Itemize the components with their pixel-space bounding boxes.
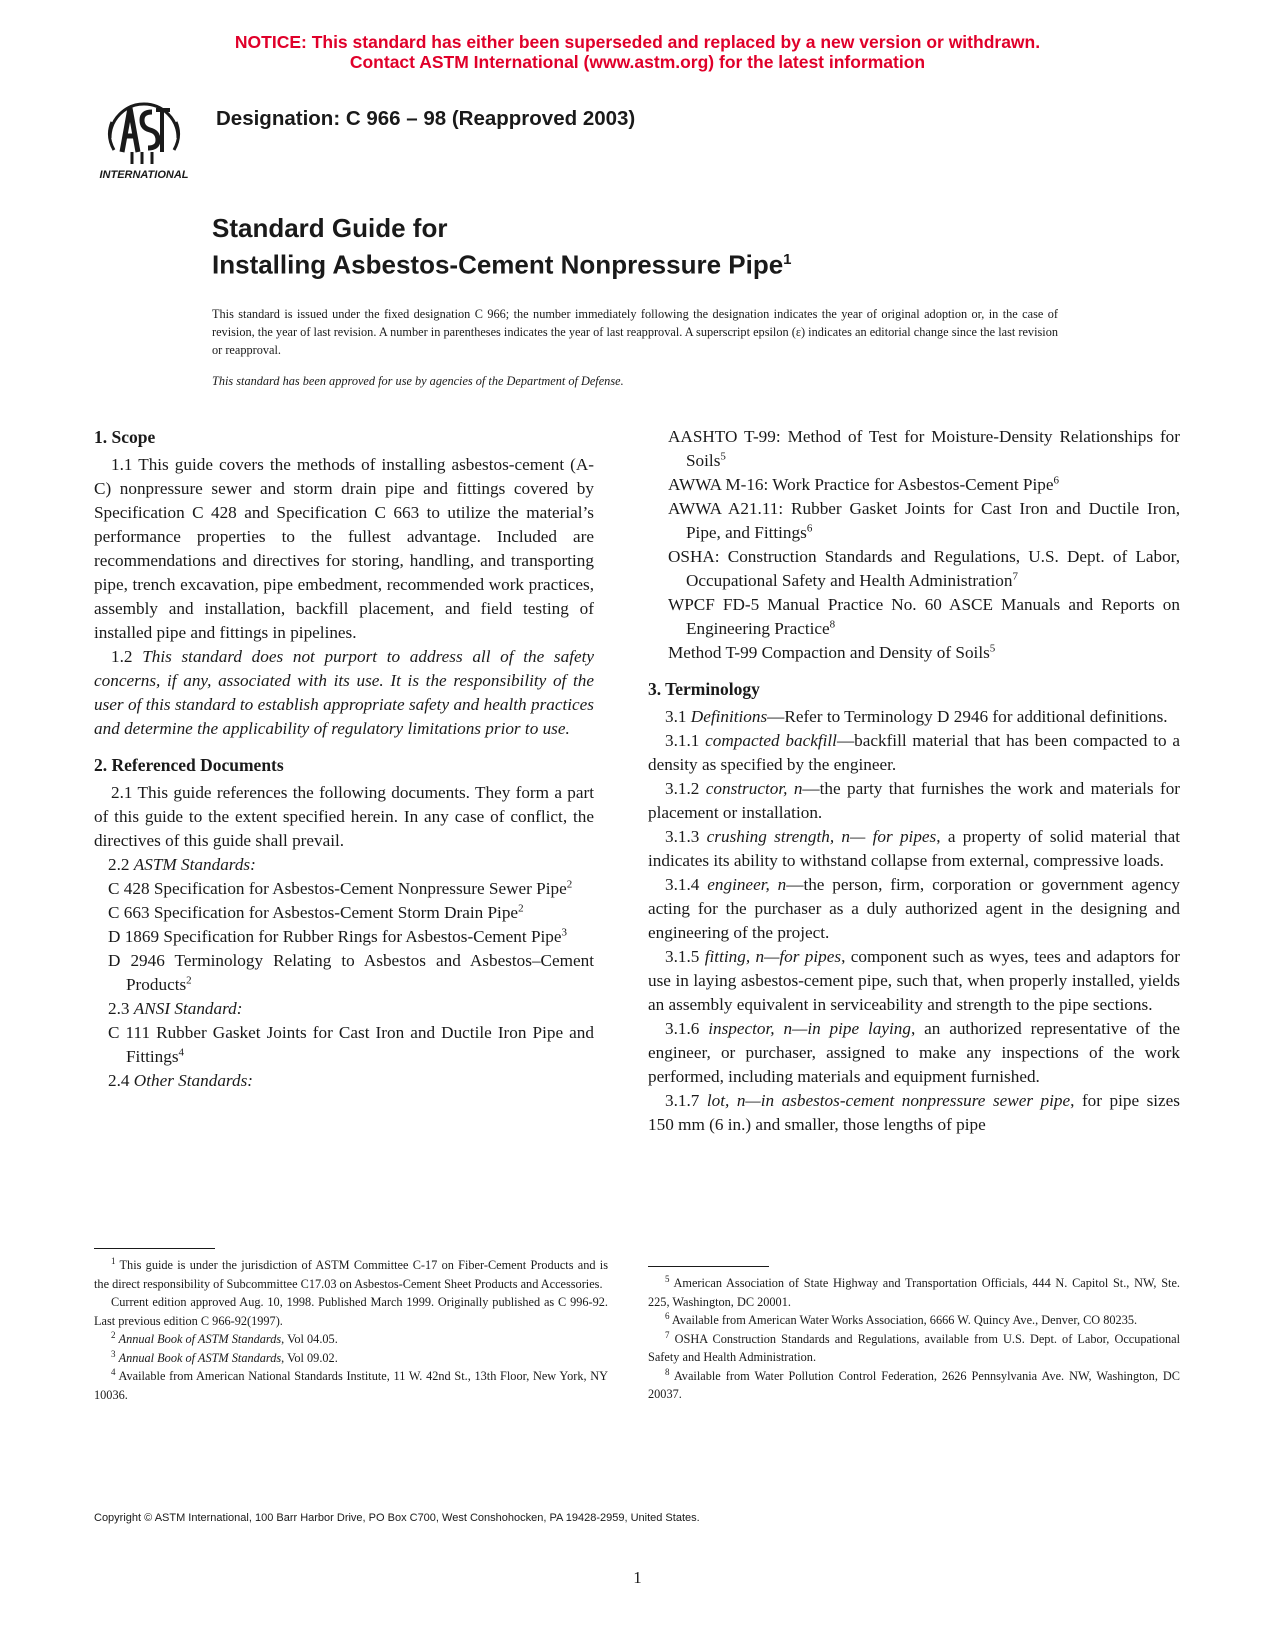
term-3-1-7: 3.1.7 lot, n—in asbestos-cement nonpressure sewer pipe, for pipe sizes 150 mm (6 in.) and smaller, those lengths of pipe (648, 1091, 1180, 1134)
astm-logo-mark (92, 86, 196, 182)
term-3-1: 3.1 Definitions—Refer to Terminology D 2946 for additional definitions. (665, 707, 1168, 726)
dod-approval-note: This standard has been approved for use by agencies of the Department of Defense. (212, 374, 624, 388)
footnote-5: $^5$ American Association of State Highway and Transportation Officials, 444 N. Capitol St., NW, Ste. 225, Washington, DC 20001. (648, 1273, 1180, 1309)
copyright-line: Copyright © ASTM International, 100 Barr Harbor Drive, PO Box C700, West Conshohocken, PA 19428-2959, United States. (94, 1512, 700, 1524)
right-column (648, 425, 1180, 1137)
scope-heading: 1. Scope (94, 427, 156, 447)
issuance-statement: This standard is issued under the fixed designation C 966; the number immediately following the designation indicates the year of original adoption or, in the case of revision, the year of last revision. A number in parentheses indicates the year of last reapproval. A superscript epsilon (ε) indicates an editorial change since the last revision or reapproval. (212, 307, 1058, 357)
reference-wpcf-fd5: WPCF FD-5 Manual Practice No. 60 ASCE Manuals and Reports on Engineering Practice$^8$ (668, 595, 1180, 638)
page-number: 1 (633, 1568, 642, 1587)
term-3-1-2: 3.1.2 constructor, n—the party that furnishes the work and materials for placement or installation. (648, 779, 1181, 822)
notice-line-2: Contact ASTM International (www.astm.org) for the latest information (349, 52, 926, 72)
reference-awwa-a2111: AWWA A21.11: Rubber Gasket Joints for Cast Iron and Ductile Iron, Pipe, and Fittings$^6$ (668, 499, 1180, 542)
para-1-1: 1.1 This guide covers the methods of installing asbestos-cement (A-C) nonpressure sewer and storm drain pipe and fittings covered by Specification C 428 and Specification C 663 to utilize the material’s performance properties to the fullest advantage. Included are recommendations and directives for storing, handling, and transporting pipe, trench excavation, pipe embedment, recommended work practices, assembly and installation, backfill placement, and field testing of installed pipe and fittings in pipelines. (94, 455, 594, 642)
footnote-4: $^4$ Available from American National Standards Institute, 11 W. 42nd St., 13th Floor, New York, NY 10036. (94, 1366, 608, 1402)
astm-logo (92, 86, 196, 182)
designation: Designation: C 966 – 98 (Reapproved 2003) (216, 107, 636, 130)
term-3-1-1: 3.1.1 compacted backfill—backfill material that has been compacted to a density as specified by the engineer. (648, 731, 1180, 774)
title-line-2: Installing Asbestos-Cement Nonpressure Pipe$^1$ (212, 249, 792, 280)
reference-d1869: D 1869 Specification for Rubber Rings for Asbestos-Cement Pipe$^3$ (108, 926, 567, 946)
para-2-1: 2.1 This guide references the following documents. They form a part of this guide to the extent specified herein. In any case of conflict, the directives of this guide shall prevail. (94, 783, 594, 850)
footnote-3: $^3$ Annual Book of ASTM Standards, Vol 09.02. (111, 1348, 338, 1365)
term-3-1-5: 3.1.5 fitting, n—for pipes, component such as wyes, tees and adaptors for use in laying asbestos-cement pipe, such that, when properly installed, yields an assembly equivalent in serviceability and strength to the pipe sections. (648, 947, 1180, 1014)
title-footnote-ref: 1 (783, 251, 792, 268)
reference-awwa-m16: AWWA M-16: Work Practice for Asbestos-Cement Pipe$^6$ (668, 474, 1059, 494)
para-2-4: 2.4 Other Standards: (108, 1071, 253, 1090)
para-2-3: 2.3 ANSI Standard: (108, 999, 243, 1018)
footnotes-left (94, 1256, 608, 1404)
footnote-8: $^8$ Available from Water Pollution Control Federation, 2626 Pennsylvania Ave. NW, Washington, DC 20037. (648, 1366, 1180, 1401)
reference-method-t99: Method T-99 Compaction and Density of Soils$^5$ (668, 642, 996, 662)
footnote-2: $^2$ Annual Book of ASTM Standards, Vol 04.05. (111, 1329, 338, 1346)
reference-c428: C 428 Specification for Asbestos-Cement Nonpressure Sewer Pipe$^2$ (108, 878, 573, 898)
reference-d2946: D 2946 Terminology Relating to Asbestos and Asbestos–Cement Products$^2$ (108, 951, 594, 994)
footnote-1-edition: Current edition approved Aug. 10, 1998. Published March 1999. Originally published as C 996-92. Last previous edition C 966-92(1997). (94, 1295, 608, 1328)
reference-c111: C 111 Rubber Gasket Joints for Cast Iron and Ductile Iron Pipe and Fittings$^4$ (108, 1023, 594, 1066)
term-3-1-3: 3.1.3 crushing strength, n— for pipes, a property of solid material that indicates its ability to withstand collapse from external, compressive loads. (648, 827, 1180, 870)
para-2-2: 2.2 ASTM Standards: (108, 855, 256, 874)
logo-text: INTERNATIONAL (99, 169, 189, 181)
footnote-rule-left (94, 1248, 215, 1249)
footnotes-right (648, 1274, 1180, 1404)
reference-osha: OSHA: Construction Standards and Regulations, U.S. Dept. of Labor, Occupational Safety and Health Administration$^7$ (668, 547, 1180, 590)
left-column (94, 425, 594, 1093)
footnote-7: $^7$ OSHA Construction Standards and Regulations, available from U.S. Dept. of Labor, Occupational Safety and Health Administration. (648, 1329, 1180, 1364)
term-3-1-4: 3.1.4 engineer, n—the person, firm, corporation or government agency acting for the purchaser as a duly authorized agent in the designing and engineering of the project. (648, 875, 1180, 942)
para-1-2: 1.2 This standard does not purport to address all of the safety concerns, if any, associated with its use. It is the responsibility of the user of this standard to establish appropriate safety and health practices and determine the applicability of regulatory limitations prior to use. (94, 647, 595, 738)
referenced-documents-heading: 2. Referenced Documents (94, 755, 284, 775)
page-title (212, 212, 792, 281)
footnote-6: $^6$ Available from American Water Works Association, 6666 W. Quincy Ave., Denver, CO 80235. (665, 1310, 1138, 1327)
reference-c663: C 663 Specification for Asbestos-Cement Storm Drain Pipe$^2$ (108, 902, 524, 922)
notice-line-1: NOTICE: This standard has either been superseded and replaced by a new version or withdrawn. (234, 32, 1041, 52)
title-line-1: Standard Guide for (212, 213, 448, 243)
withdrawal-notice (0, 32, 1275, 72)
reference-aashto-t99: AASHTO T-99: Method of Test for Moisture-Density Relationships for Soils$^5$ (668, 427, 1180, 470)
term-3-1-6: 3.1.6 inspector, n—in pipe laying, an authorized representative of the engineer, or purchaser, assigned to make any inspections of the work performed, including materials and equipment furnished. (648, 1019, 1181, 1086)
terminology-heading: 3. Terminology (648, 679, 760, 699)
footnote-1: $^1$ This guide is under the jurisdiction of ASTM Committee C-17 on Fiber-Cement Products and is the direct responsibility of Subcommittee C17.03 on Asbestos-Cement Sheet Products and Accessories. (94, 1255, 608, 1291)
footnote-rule-right (648, 1266, 769, 1267)
